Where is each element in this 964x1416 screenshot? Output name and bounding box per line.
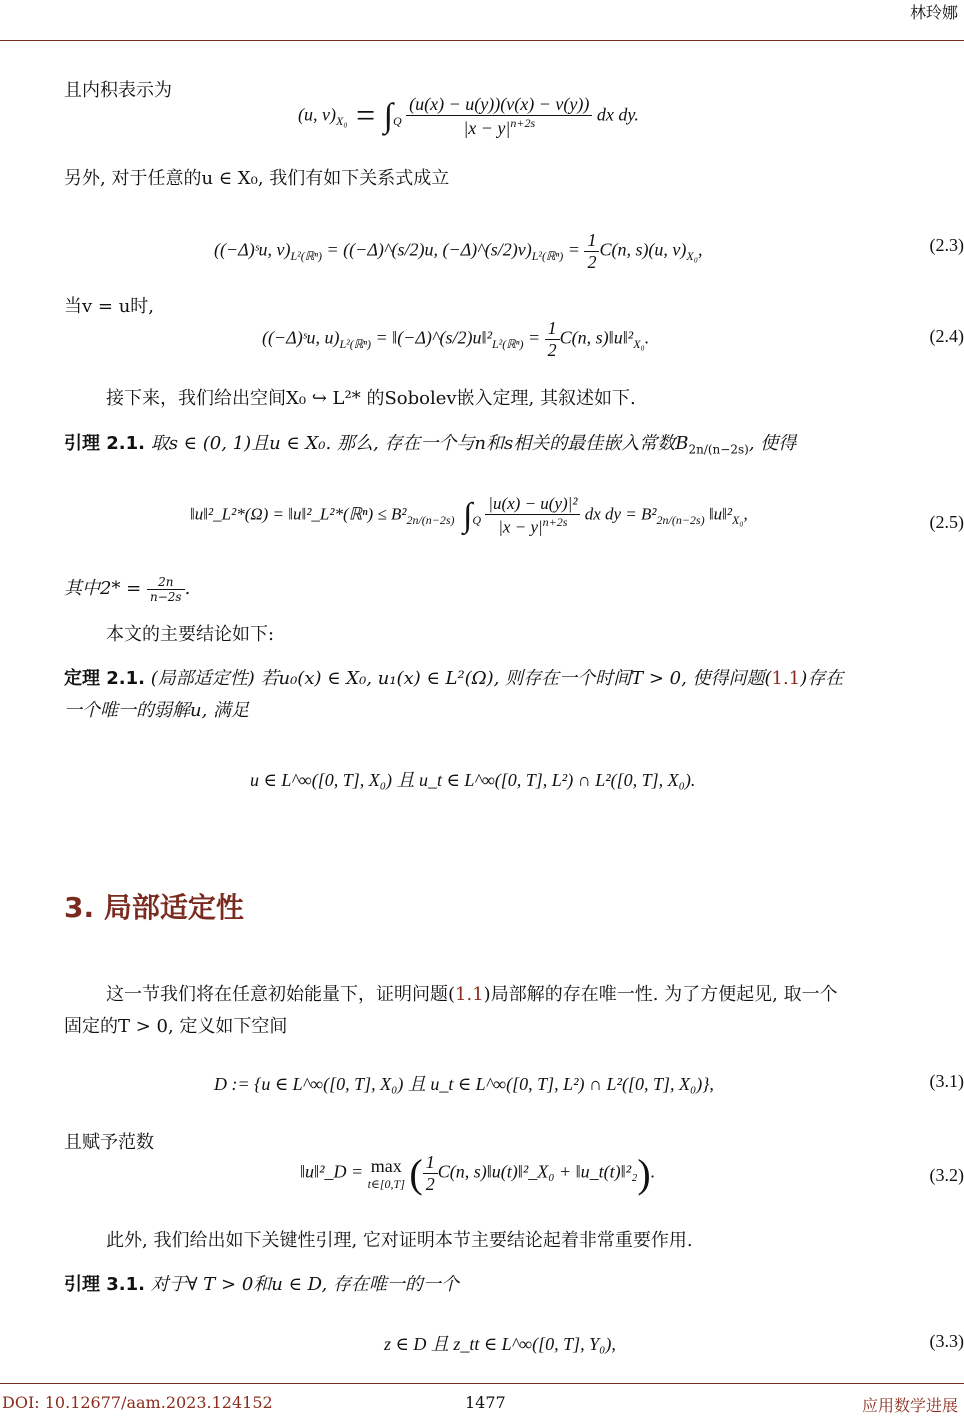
half-num: 1 [423, 1152, 438, 1174]
eq-end: , [744, 505, 748, 524]
max-operator [368, 1156, 405, 1192]
eq-mid-sub: L²(ℝⁿ) [532, 249, 564, 263]
critical-exp-num: 2n [147, 575, 185, 590]
theorem-text-end: )存在 [800, 668, 843, 689]
lemma-label: 引理 3.1. [64, 1274, 145, 1295]
footer-page-number: 1477 [465, 1393, 506, 1412]
header-rule [0, 40, 964, 41]
eq-body: C(n, s)‖u(t)‖²_X₀ + ‖u_t(t)‖²₂ [438, 1162, 638, 1182]
equation-number-3-3: (3.3) [930, 1331, 964, 1352]
paragraph-inner-product-intro: 且内积表示为 [64, 76, 172, 102]
fraction-half [584, 230, 599, 273]
eq-tail2: ‖u‖² [705, 505, 732, 524]
lemma-end: , 使得 [749, 433, 796, 454]
paragraph-relation-intro: 另外, 对于任意的u ∈ X₀, 我们有如下关系式成立 [64, 164, 449, 190]
fraction-denominator: |x − y| [463, 118, 510, 138]
equation-number-2-5: (2.5) [930, 512, 964, 533]
fraction-denominator-exp: n+2s [510, 116, 535, 130]
critical-exp-den: n−2s [147, 590, 185, 604]
max-subscript: t∈[0,T] [368, 1177, 405, 1192]
eq-lhs: (u, v) [298, 105, 336, 125]
half-den: 2 [545, 340, 560, 361]
fraction-denominator-exp: n+2s [543, 515, 568, 529]
eq-tail: dx dy. [592, 105, 639, 125]
eq-lhs: ‖u‖²_D = [300, 1162, 368, 1182]
equation-2-5 [190, 494, 748, 538]
footer-rule [0, 1383, 964, 1384]
equation-number-2-4: (2.4) [930, 326, 964, 347]
equation-2-4 [262, 318, 649, 361]
lemma-text: 对于∀ T > 0和u ∈ D, 存在唯一的一个 [145, 1274, 459, 1295]
equation-number-2-3: (2.3) [930, 235, 964, 256]
paragraph-section3-line2: 固定的T > 0, 定义如下空间 [64, 1012, 287, 1038]
eq-tail-sub: X₀ [732, 513, 744, 527]
eq-lhs-sub: X₀ [336, 114, 348, 128]
eq-text: ‖u‖²_L²*(Ω) = ‖u‖²_L²*(ℝⁿ) ≤ B² [190, 505, 406, 524]
theorem-2-1-line1 [64, 664, 843, 690]
half-num: 1 [584, 230, 599, 252]
equation-inner-product [298, 94, 639, 139]
half-den: 2 [584, 252, 599, 273]
fraction-denominator: |x − y| [498, 518, 542, 537]
reference-link[interactable]: 1.1 [772, 668, 801, 689]
header-author: 林玲娜 [910, 0, 958, 23]
lemma-2-1 [64, 429, 796, 457]
b-sub: 2n/(n−2s) [406, 513, 454, 527]
lemma-text: 取s ∈ (0, 1)且u ∈ X₀. 那么, 存在一个与n和s相关的最佳嵌入常数B [145, 433, 688, 454]
paragraph-key-lemma-intro: 此外, 我们给出如下关键性引理, 它对证明本节主要结论起着非常重要作用. [106, 1226, 693, 1252]
eq-rhs-pre: = [524, 328, 545, 348]
eq-mid: = ‖(−Δ)^(s/2)u‖² [371, 328, 492, 348]
eq-rhs-end: . [645, 328, 650, 348]
text-post: )局部解的存在唯一性. 为了方便起见, 取一个 [484, 984, 838, 1005]
eq-lhs-sub: L²(ℝⁿ) [339, 337, 371, 351]
max-label: max [368, 1156, 405, 1177]
equation-3-2 [300, 1150, 655, 1197]
footer-journal-link[interactable]: 应用数学进展 [862, 1393, 958, 1416]
section-number: 3. [64, 891, 94, 924]
theorem-2-1-line2: 一个唯一的弱解u, 满足 [64, 696, 249, 722]
reference-link[interactable]: 1.1 [455, 984, 484, 1005]
equation-number-3-2: (3.2) [930, 1165, 964, 1186]
half-num: 1 [545, 318, 560, 340]
integral-domain: Q [393, 114, 402, 128]
fraction [485, 494, 580, 538]
half-den: 2 [423, 1174, 438, 1195]
lemma-3-1 [64, 1270, 459, 1296]
eq-rhs-sub: X₀ [633, 337, 645, 351]
fraction [406, 94, 592, 139]
equation-3-1: D := {u ∈ L^∞([0, T], X₀) 且 u_t ∈ L^∞([0, T], L²) ∩ L²([0, T], X₀)}, [214, 1070, 714, 1096]
footer-doi-link[interactable]: DOI: 10.12677/aam.2023.124152 [2, 1393, 273, 1412]
theorem-text: (局部适定性) 若u₀(x) ∈ X₀, u₁(x) ∈ L²(Ω), 则存在一个时间T > 0, 使得问题( [145, 668, 772, 689]
paragraph-critical-exponent [64, 574, 190, 604]
eq-tail: dx dy = B² [580, 505, 656, 524]
fraction-numerator: |u(x) − u(y)|² [485, 494, 580, 515]
equation-theorem-regularity: u ∈ L^∞([0, T], X₀) 且 u_t ∈ L^∞([0, T], L²) ∩ L²([0, T], X₀). [250, 766, 695, 792]
paragraph-section3-line1 [106, 980, 838, 1006]
equation-number-3-1: (3.1) [930, 1071, 964, 1092]
eq-lhs-sub: L²(ℝⁿ) [290, 249, 322, 263]
eq-rhs-pre: = [563, 240, 584, 260]
integral-sign: ∫ [455, 497, 473, 534]
theorem-label: 定理 2.1. [64, 668, 145, 689]
integral-domain: Q [472, 513, 481, 527]
eq-rhs: C(n, s)(u, v) [599, 240, 686, 260]
eq-mid: = ((−Δ)^(s/2)u, (−Δ)^(s/2)v) [322, 240, 532, 260]
critical-exp-fraction [147, 575, 185, 604]
paragraph-main-results: 本文的主要结论如下: [106, 620, 274, 646]
eq-rhs-end: , [698, 240, 703, 260]
eq-lhs: ((−Δ)ˢu, u) [262, 328, 339, 348]
eq-lhs: ((−Δ)ˢu, v) [214, 240, 290, 260]
eq-end: . [651, 1162, 656, 1182]
equation-2-3 [214, 230, 702, 273]
fraction-half [545, 318, 560, 361]
paren-open: ( [409, 1151, 422, 1196]
paragraph-norm-intro: 且赋予范数 [64, 1128, 154, 1154]
section-title: 局部适定性 [104, 891, 244, 924]
critical-exp-end: . [185, 578, 191, 599]
eq-mid-sub: L²(ℝⁿ) [492, 337, 524, 351]
eq-rhs-sub: X₀ [686, 249, 698, 263]
equation-3-3: z ∈ D 且 z_tt ∈ L^∞([0, T], Y₀), [384, 1330, 616, 1356]
eq-rhs: C(n, s)‖u‖² [560, 328, 634, 348]
paragraph-sobolev-intro: 接下来，我们给出空间X₀ ↪ L²* 的Sobolev嵌入定理, 其叙述如下. [106, 384, 636, 410]
fraction-half [423, 1152, 438, 1195]
b-sub-2: 2n/(n−2s) [656, 513, 704, 527]
critical-exp-pre: 其中2* = [64, 578, 147, 599]
integral-sign: = ∫ [348, 98, 394, 135]
paren-close: ) [637, 1151, 650, 1196]
paragraph-when-v-eq-u: 当v = u时, [64, 292, 154, 318]
text-pre: 这一节我们将在任意初始能量下，证明问题( [106, 984, 455, 1005]
lemma-b-sub: 2n/(n−2s) [688, 443, 748, 457]
fraction-numerator: (u(x) − u(y))(v(x) − v(y)) [406, 94, 592, 116]
section-heading [64, 886, 244, 926]
lemma-label: 引理 2.1. [64, 433, 145, 454]
